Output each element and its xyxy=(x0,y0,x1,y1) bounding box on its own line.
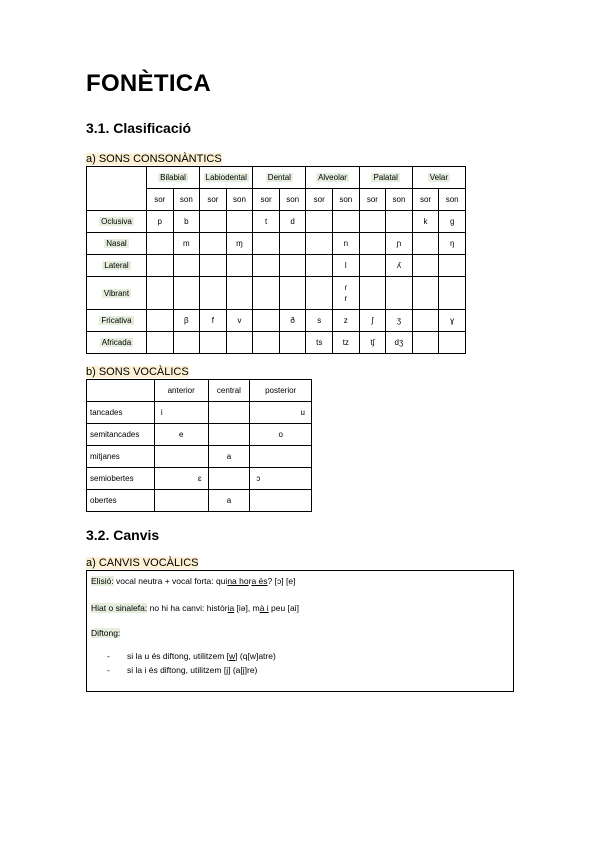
phoneme-cell: ʎ xyxy=(386,255,413,277)
phoneme-cell xyxy=(173,277,200,310)
phoneme-cell: ŋ xyxy=(439,233,466,255)
manner-header xyxy=(87,277,147,310)
voicing-label: sor xyxy=(253,189,280,211)
diftong-line xyxy=(91,628,120,638)
phoneme-cell xyxy=(412,255,439,277)
phoneme-cell xyxy=(146,255,173,277)
phoneme-cell xyxy=(279,255,306,277)
vowel-row-label: tancades xyxy=(87,402,155,424)
phoneme-cell xyxy=(253,277,280,310)
cons-row-lateral xyxy=(87,255,466,277)
phoneme-cell: v xyxy=(226,310,253,332)
phoneme-cell xyxy=(253,332,280,354)
phoneme-cell xyxy=(359,233,386,255)
elisio-text-mid: r xyxy=(248,576,252,586)
phoneme-cell xyxy=(146,277,173,310)
phoneme-cell: p xyxy=(146,211,173,233)
phoneme-cell xyxy=(333,211,360,233)
phoneme-cell xyxy=(306,277,333,310)
diftong-label: Diftong: xyxy=(91,628,121,638)
bullet-text-pre: si la u és diftong, utilitzem [ xyxy=(127,651,230,661)
vowels-table xyxy=(86,379,312,512)
elisio-text-pre: vocal neutra + vocal forta: qui xyxy=(113,576,228,586)
phoneme-cell xyxy=(200,233,227,255)
phoneme-cell xyxy=(200,277,227,310)
place-header xyxy=(412,167,465,189)
voicing-label: son xyxy=(226,189,253,211)
phoneme-cell xyxy=(279,233,306,255)
cons-header-places xyxy=(87,167,466,189)
vowel-cell: e xyxy=(154,424,208,446)
bullet-text-post: ] (a[j]re) xyxy=(228,665,258,675)
elisio-text-post: ? [ɔ] [e] xyxy=(267,576,296,586)
phoneme-cell xyxy=(146,310,173,332)
phoneme-cell xyxy=(253,233,280,255)
hiat-text-u2: à i xyxy=(259,603,269,613)
bullet-text-u: j xyxy=(226,665,229,675)
consonants-table xyxy=(86,166,466,354)
vowel-cell xyxy=(208,424,250,446)
phoneme-cell xyxy=(200,211,227,233)
vowel-cell: ɔ xyxy=(250,468,312,490)
vowel-cell: a xyxy=(208,446,250,468)
diftong-bullet-u xyxy=(107,651,276,665)
vowel-corner xyxy=(87,380,155,402)
elisio-text-u2: a és xyxy=(251,576,268,586)
place-label: Labiodental xyxy=(205,173,247,182)
vowel-column-header: posterior xyxy=(250,380,312,402)
phoneme-cell: ð xyxy=(279,310,306,332)
phoneme-cell: d xyxy=(279,211,306,233)
phoneme-cell xyxy=(412,277,439,310)
manner-label: Oclusiva xyxy=(101,217,132,226)
voicing-label: sor xyxy=(200,189,227,211)
voicing-label: son xyxy=(333,189,360,211)
phoneme-cell: f xyxy=(200,310,227,332)
place-label: Bilabial xyxy=(160,173,186,182)
cons-row-vibrant xyxy=(87,277,466,310)
canvis-box xyxy=(86,570,514,692)
manner-header xyxy=(87,310,147,332)
phoneme-cell: b xyxy=(173,211,200,233)
place-label: Palatal xyxy=(373,173,398,182)
place-label: Alveolar xyxy=(318,173,347,182)
cons-corner xyxy=(87,167,147,211)
phoneme-cell xyxy=(253,310,280,332)
vowel-cell xyxy=(250,446,312,468)
vowel-cell: o xyxy=(250,424,312,446)
phoneme-cell xyxy=(226,277,253,310)
phoneme-cell xyxy=(412,332,439,354)
cons-row-nasal xyxy=(87,233,466,255)
voicing-label: sor xyxy=(306,189,333,211)
hiat-text-pre: no hi ha canvi: històr xyxy=(147,603,228,613)
phoneme-cell xyxy=(146,233,173,255)
voicing-label: son xyxy=(173,189,200,211)
phoneme-cell xyxy=(359,211,386,233)
phoneme-cell xyxy=(200,255,227,277)
phoneme-cell xyxy=(306,211,333,233)
manner-label: Lateral xyxy=(104,261,129,270)
manner-header xyxy=(87,332,147,354)
phoneme-cell xyxy=(173,255,200,277)
bullet-text-pre: si la i és diftong, utilitzem [ xyxy=(127,665,227,675)
vowel-row-obertes xyxy=(87,490,312,512)
voicing-label: sor xyxy=(359,189,386,211)
vowel-header-row xyxy=(87,380,312,402)
phoneme-cell xyxy=(226,211,253,233)
elisio-label: Elisió: xyxy=(91,576,114,586)
vowel-cell: u xyxy=(250,402,312,424)
bullet-text-u: w xyxy=(229,651,236,661)
elisio-text-u1: na ho xyxy=(227,576,249,586)
phoneme-cell: s xyxy=(306,310,333,332)
voicing-label: son xyxy=(386,189,413,211)
place-label: Velar xyxy=(429,173,448,182)
bullet-dash: - xyxy=(107,665,110,675)
vowel-cell: ɛ xyxy=(154,468,208,490)
phoneme-cell xyxy=(279,332,306,354)
phoneme-cell xyxy=(200,332,227,354)
manner-header xyxy=(87,211,147,233)
phoneme-cell xyxy=(226,255,253,277)
vowel-cell: a xyxy=(208,490,250,512)
manner-label: Fricativa xyxy=(101,316,132,325)
bullet-dash: - xyxy=(107,651,110,661)
phoneme-cell xyxy=(412,233,439,255)
phoneme-cell: tʃ xyxy=(359,332,386,354)
phoneme-cell xyxy=(359,255,386,277)
hiat-text-u1: ia xyxy=(227,603,235,613)
phoneme-cell: dʒ xyxy=(386,332,413,354)
cons-row-africada xyxy=(87,332,466,354)
phoneme-cell xyxy=(173,332,200,354)
hiat-text-mid: [iə], m xyxy=(234,603,260,613)
phoneme-cell: k xyxy=(412,211,439,233)
phoneme-cell: ɣ xyxy=(439,310,466,332)
phoneme-cell xyxy=(279,277,306,310)
phoneme-cell: z xyxy=(333,310,360,332)
voicing-label: son xyxy=(279,189,306,211)
vowel-cell xyxy=(154,446,208,468)
vowel-row-mitjanes xyxy=(87,446,312,468)
phoneme-cell: g xyxy=(439,211,466,233)
manner-header xyxy=(87,233,147,255)
phoneme-cell xyxy=(386,277,413,310)
phoneme-cell xyxy=(359,277,386,310)
manner-label: Nasal xyxy=(106,239,127,248)
phoneme-cell xyxy=(386,211,413,233)
phoneme-cell: tz xyxy=(333,332,360,354)
vowel-row-label: obertes xyxy=(87,490,155,512)
phoneme-cell: l xyxy=(333,255,360,277)
place-header xyxy=(146,167,199,189)
place-header xyxy=(200,167,253,189)
place-header xyxy=(253,167,306,189)
vowel-cell: i xyxy=(154,402,208,424)
vowel-cell xyxy=(154,490,208,512)
phoneme-cell: ɱ xyxy=(226,233,253,255)
phoneme-cell: n xyxy=(333,233,360,255)
phoneme-cell: β xyxy=(173,310,200,332)
phoneme-cell xyxy=(146,332,173,354)
vowel-cell xyxy=(250,490,312,512)
phoneme-cell xyxy=(306,233,333,255)
place-header xyxy=(306,167,359,189)
manner-label: Vibrant xyxy=(103,288,130,298)
phoneme-cell xyxy=(439,332,466,354)
manner-header xyxy=(87,255,147,277)
voicing-label: son xyxy=(439,189,466,211)
vowel-row-tancades xyxy=(87,402,312,424)
vowel-column-header: anterior xyxy=(154,380,208,402)
bullet-text-post: ] (q[w]atre) xyxy=(235,651,276,661)
phoneme-cell xyxy=(412,310,439,332)
section-title-clasificacio: 3.1. Clasificació xyxy=(86,120,192,136)
voicing-label: sor xyxy=(146,189,173,211)
phoneme-cell: ʃ xyxy=(359,310,386,332)
phoneme-cell xyxy=(226,332,253,354)
cons-row-fricativa xyxy=(87,310,466,332)
vowel-row-label: semiobertes xyxy=(87,468,155,490)
hiat-label: Hiat o sinalefa: xyxy=(91,603,148,613)
hiat-text-post: peu [ai] xyxy=(268,603,299,613)
canvis-label: a) CANVIS VOCÀLICS xyxy=(86,557,199,569)
phoneme-cell xyxy=(439,255,466,277)
phoneme-cell: ɾ r xyxy=(333,277,360,310)
manner-label: Africada xyxy=(101,338,132,347)
vowel-row-semiobertes xyxy=(87,468,312,490)
cons-row-oclusiva xyxy=(87,211,466,233)
vowel-row-label: semitancades xyxy=(87,424,155,446)
elisio-line xyxy=(91,576,295,586)
vowels-label: b) SONS VOCÀLICS xyxy=(86,366,189,378)
phoneme-cell: ts xyxy=(306,332,333,354)
diftong-bullet-i xyxy=(107,665,276,679)
phoneme-cell: ʒ xyxy=(386,310,413,332)
phoneme-cell: t xyxy=(253,211,280,233)
phoneme-cell xyxy=(253,255,280,277)
phoneme-cell: ɲ xyxy=(386,233,413,255)
phoneme-cell: m xyxy=(173,233,200,255)
consonants-label: a) SONS CONSONÀNTICS xyxy=(86,153,222,165)
vowel-cell xyxy=(208,402,250,424)
vowel-row-label: mitjanes xyxy=(87,446,155,468)
hiat-line xyxy=(91,603,299,613)
diftong-bullets xyxy=(107,651,276,679)
vowel-row-semitancades xyxy=(87,424,312,446)
place-header xyxy=(359,167,412,189)
section-title-canvis: 3.2. Canvis xyxy=(86,527,160,543)
place-label: Dental xyxy=(267,173,291,182)
vowel-column-header: central xyxy=(208,380,250,402)
page-title: FONÈTICA xyxy=(86,70,212,97)
vowel-cell xyxy=(208,468,250,490)
voicing-label: sor xyxy=(412,189,439,211)
phoneme-cell xyxy=(306,255,333,277)
phoneme-cell xyxy=(439,277,466,310)
